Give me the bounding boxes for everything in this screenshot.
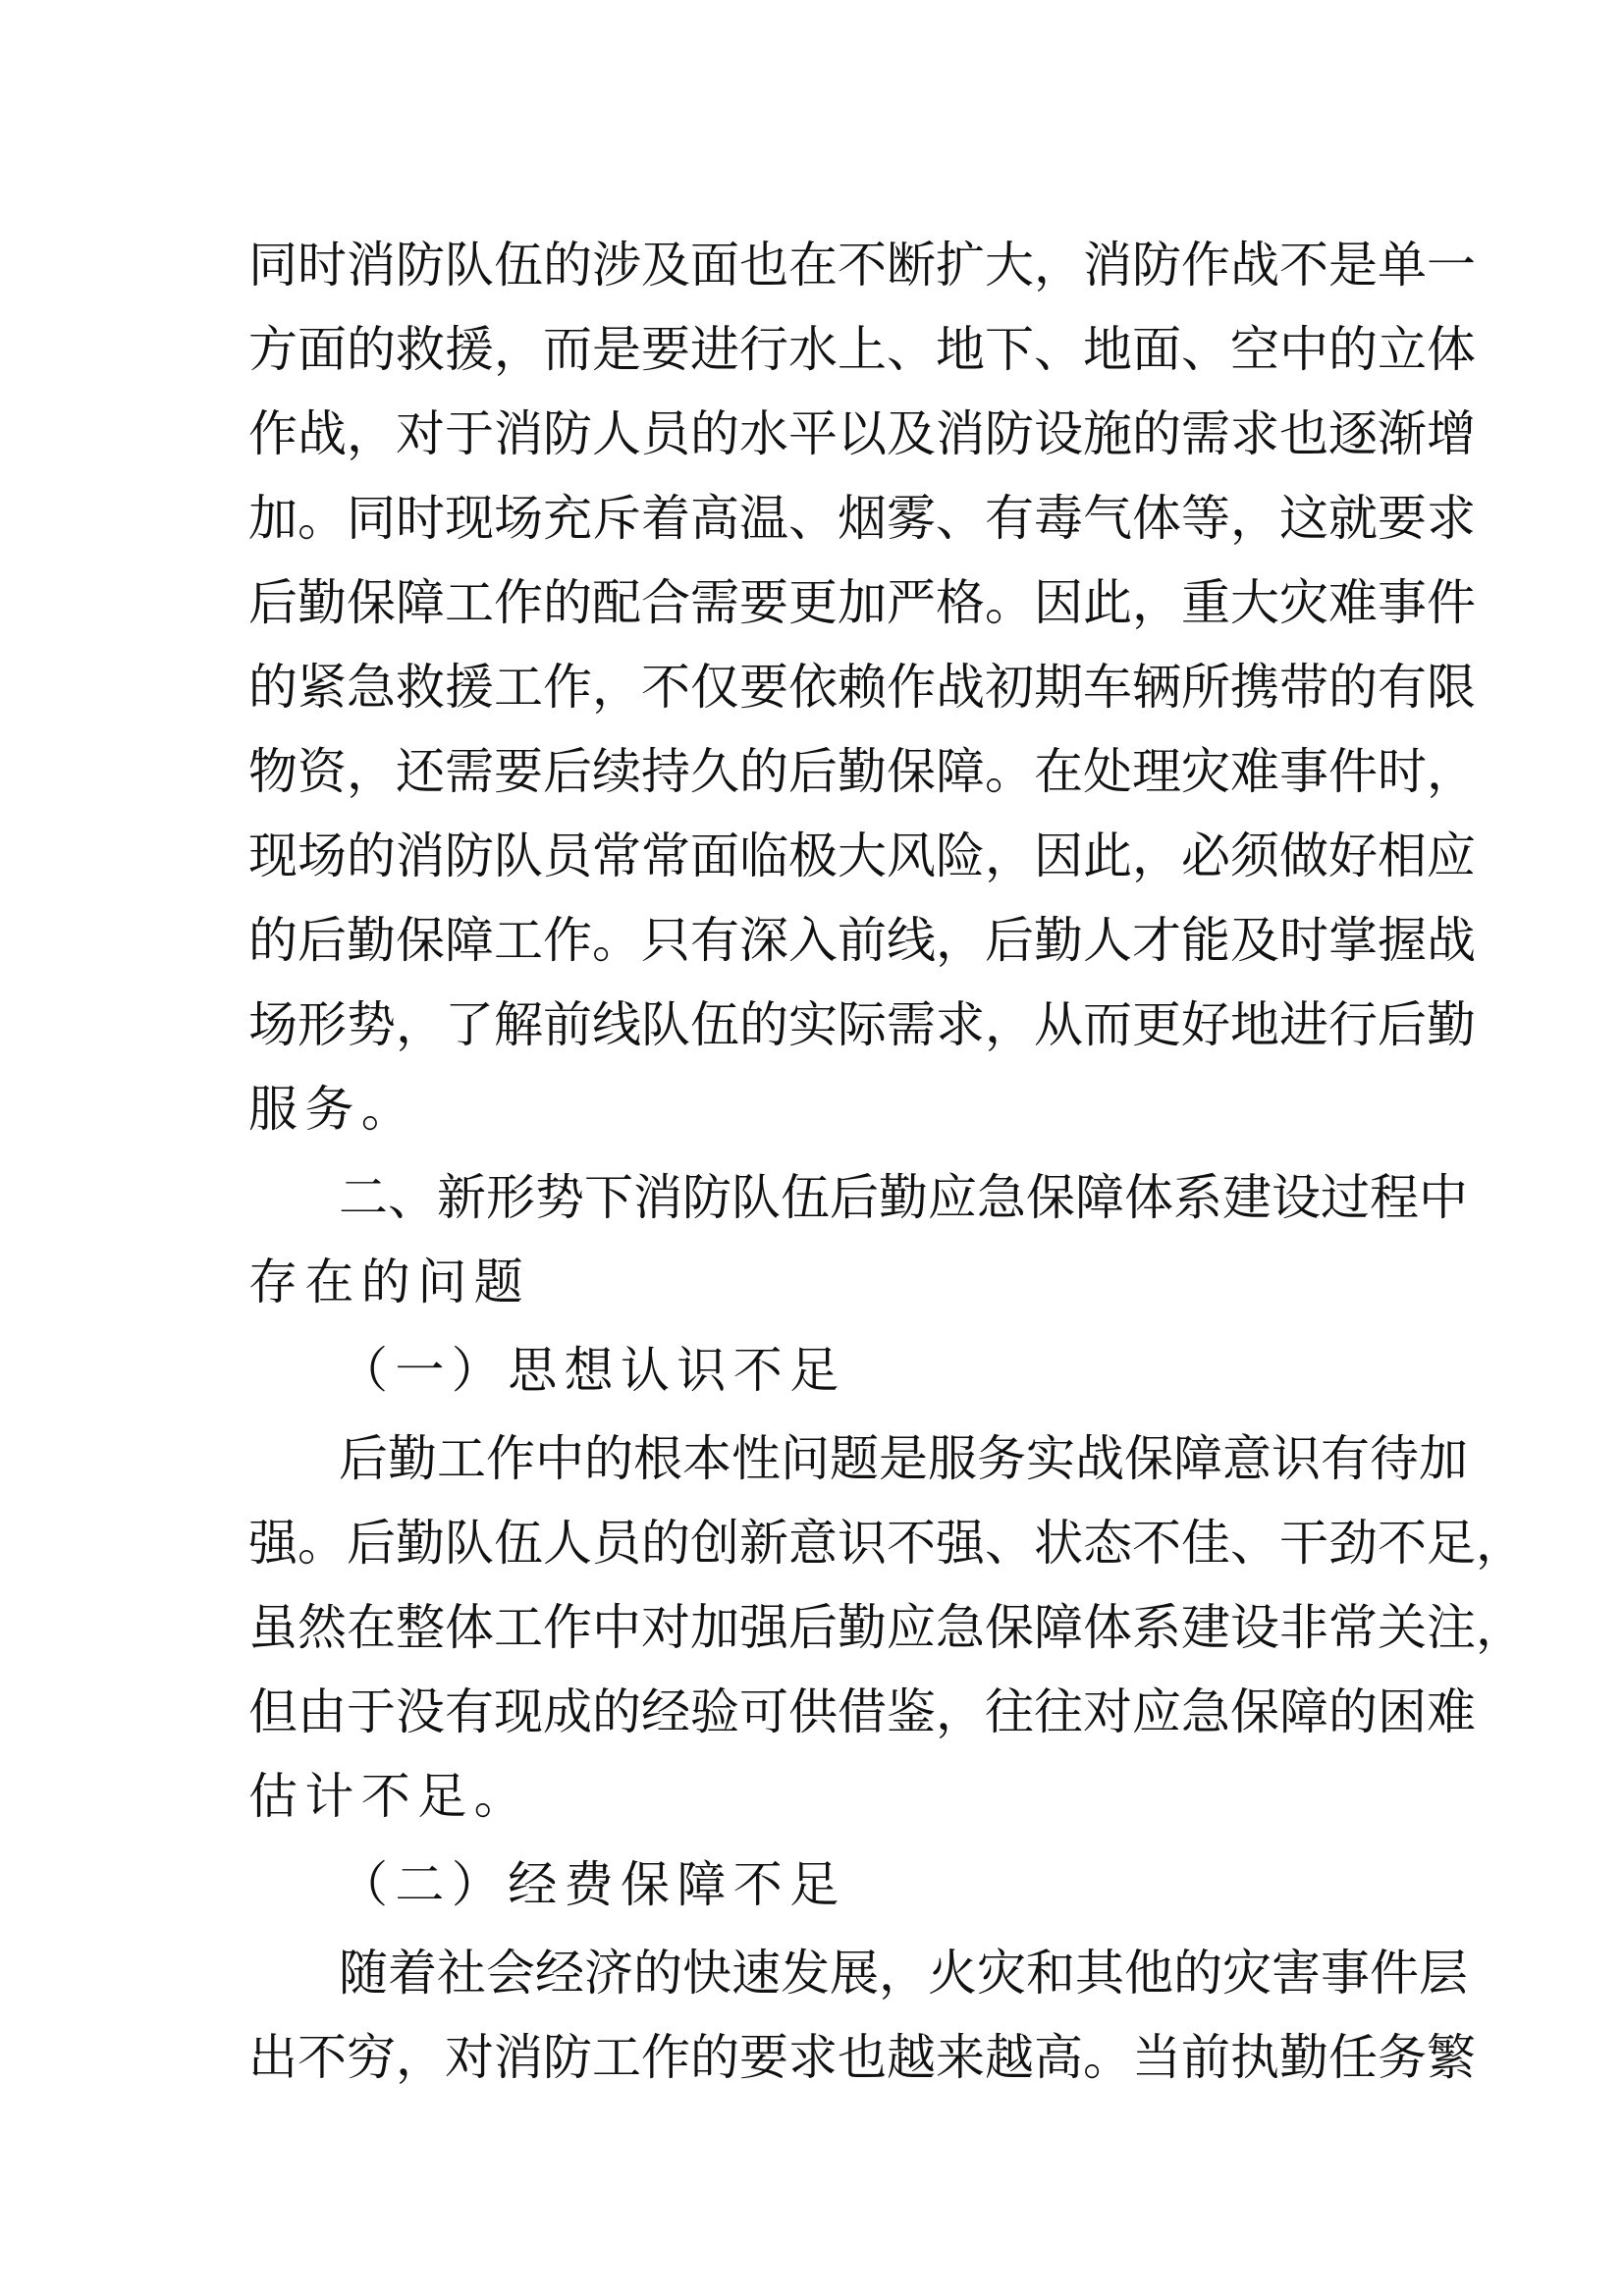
body-text-line: 同时消防队伍的涉及面也在不断扩大，消防作战不是单一 — [248, 237, 1476, 294]
body-text-line: 虽然在整体工作中对加强后勤应急保障体系建设非常关注， — [248, 1599, 1525, 1656]
body-text-line: 作战，对于消防人员的水平以及消防设施的需求也逐渐增 — [248, 405, 1476, 462]
body-text-line: 物资，还需要后续持久的后勤保障。在处理灾难事件时， — [248, 743, 1476, 800]
section-heading-line: 存在的问题 — [248, 1254, 530, 1310]
body-text-line: 估计不足。 — [248, 1768, 530, 1825]
body-text-line: 的后勤保障工作。只有深入前线，后勤人才能及时掌握战 — [248, 912, 1476, 969]
body-text-line: 加。同时现场充斥着高温、烟雾、有毒气体等，这就要求 — [248, 490, 1476, 547]
body-text-line: 服务。 — [248, 1081, 418, 1138]
body-text-line: 后勤工作中的根本性问题是服务实战保障意识有待加 — [339, 1430, 1468, 1487]
body-text-line: 但由于没有现成的经验可供借鉴，往往对应急保障的困难 — [248, 1683, 1476, 1740]
body-text-line: 场形势，了解前线队伍的实际需求，从而更好地进行后勤 — [248, 996, 1476, 1053]
body-text-line: 现场的消防队员常常面临极大风险，因此，必须做好相应 — [248, 828, 1476, 884]
body-text-line: 随着社会经济的快速发展，火灾和其他的灾害事件层 — [339, 1945, 1468, 2002]
subsection-heading: （二）经费保障不足 — [339, 1856, 846, 1913]
body-text-line: 后勤保障工作的配合需要更加严格。因此，重大灾难事件 — [248, 574, 1476, 631]
section-heading-line: 二、新形势下消防队伍后勤应急保障体系建设过程中 — [339, 1169, 1468, 1226]
subsection-heading: （一）思想认识不足 — [339, 1342, 846, 1399]
body-text-line: 的紧急救援工作，不仅要依赖作战初期车辆所携带的有限 — [248, 659, 1476, 716]
body-text-line: 方面的救援，而是要进行水上、地下、地面、空中的立体 — [248, 321, 1476, 378]
body-text-line: 出不穷，对消防工作的要求也越来越高。当前执勤任务繁 — [248, 2029, 1476, 2086]
body-text-line: 强。后勤队伍人员的创新意识不强、状态不佳、干劲不足， — [248, 1515, 1525, 1572]
